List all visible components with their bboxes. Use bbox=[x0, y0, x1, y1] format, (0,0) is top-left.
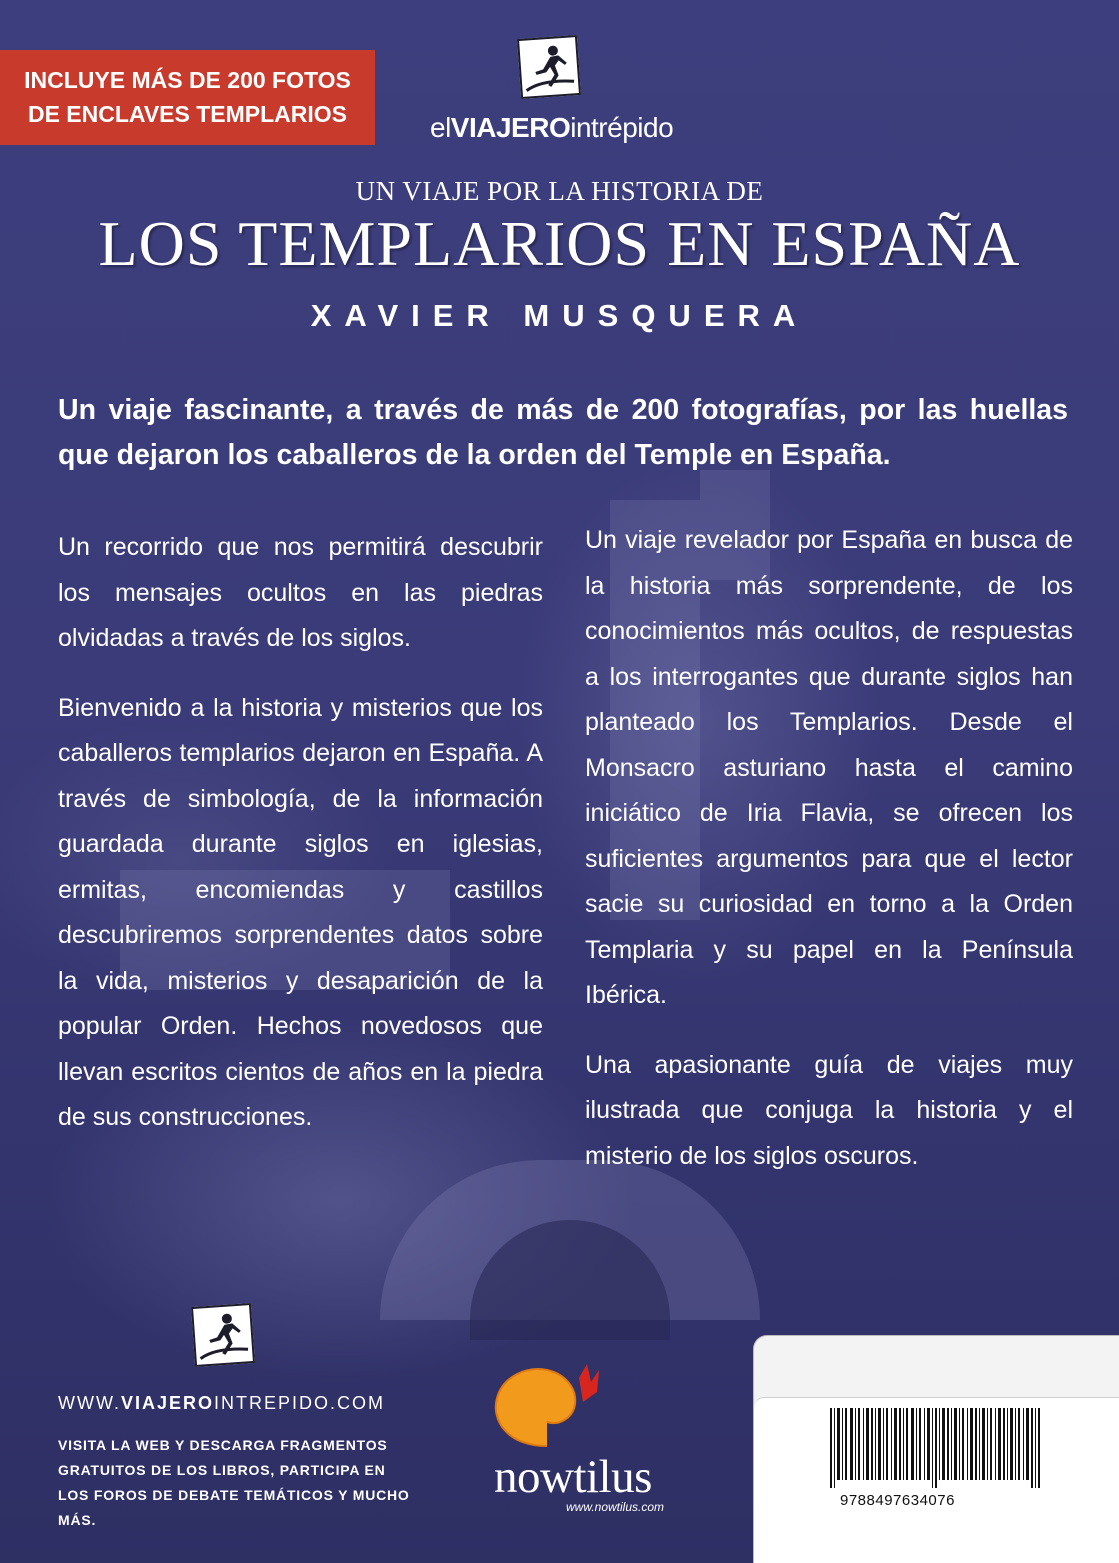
right-column bbox=[585, 518, 1073, 1203]
series-prefix: el bbox=[430, 112, 451, 143]
series-bold: VIAJERO bbox=[450, 112, 571, 143]
left-paragraph-2: Bienvenido a la historia y misterios que los caballeros templarios dejaron en España. A través de simbología, de la información guardada durante siglos en iglesias, ermitas, encomiendas y castillos descubriremos sorprendentes datos sobre la vida, misterios y desaparición de la popular Orden. Hechos novedosos que llevan escritos cientos de años en la piedra de sus construcciones. bbox=[58, 693, 543, 1131]
lead-paragraph: Un viaje fascinante, a través de más de 200 fotografías, por las huellas que dejaron los caballeros de la orden del Temple en España. bbox=[58, 394, 1068, 471]
website-suffix: INTREPIDO.COM bbox=[214, 1393, 386, 1413]
nautilus-shell-icon bbox=[487, 1358, 607, 1448]
barcode-icon bbox=[828, 1408, 1048, 1488]
series-name bbox=[430, 112, 700, 144]
website-description: VISITA LA WEB Y DESCARGA FRAGMENTOS GRATUITOS DE LOS LIBROS, PARTICIPA EN LOS FOROS DE DEBATE TEMÁTICOS Y MUCHO MÁS. bbox=[58, 1437, 410, 1528]
right-paragraph-2: Una apasionante guía de viajes muy ilustrada que conjuga la historia y el misterio de los siglos oscuros. bbox=[585, 1050, 1073, 1170]
badge-line-1: INCLUYE MÁS DE 200 FOTOS bbox=[24, 67, 351, 93]
running-traveler-icon bbox=[191, 1303, 255, 1367]
publisher-url[interactable]: www.nowtilus.com bbox=[566, 1500, 665, 1514]
left-paragraph-1: Un recorrido que nos permitirá descubrir los mensajes ocultos en las piedras olvidadas a través de los siglos. bbox=[58, 533, 543, 652]
series-suffix: intrépido bbox=[570, 112, 674, 143]
right-paragraph-1: Un viaje revelador por España en busca de la historia más sorprendente, de los conocimientos más ocultos, de respuestas a los interrogantes que durante siglos han planteado los Templarios. Desde el Monsacro asturiano hasta el camino iniciático de Iria Flavia, se ofrecen los suficientes argumentos para que el lector sacie su curiosidad en torno a la Orden Templaria y su papel en la Península Ibérica. bbox=[585, 526, 1073, 1009]
running-traveler-icon bbox=[517, 35, 581, 99]
photo-count-badge bbox=[0, 50, 375, 145]
pre-title: UN VIAJE POR LA HISTORIA DE bbox=[355, 176, 764, 206]
author-name: XAVIER MUSQUERA bbox=[310, 298, 809, 333]
isbn-number: 9788497634076 bbox=[840, 1492, 955, 1509]
publisher-name: nowtilus bbox=[494, 1451, 652, 1503]
website-url[interactable] bbox=[58, 1393, 418, 1414]
badge-line-2: DE ENCLAVES TEMPLARIOS bbox=[27, 101, 348, 127]
left-column bbox=[58, 525, 543, 1165]
website-prefix: WWW. bbox=[58, 1393, 121, 1413]
book-title: LOS TEMPLARIOS EN ESPAÑA bbox=[98, 208, 1021, 279]
website-bold: VIAJERO bbox=[120, 1393, 215, 1413]
